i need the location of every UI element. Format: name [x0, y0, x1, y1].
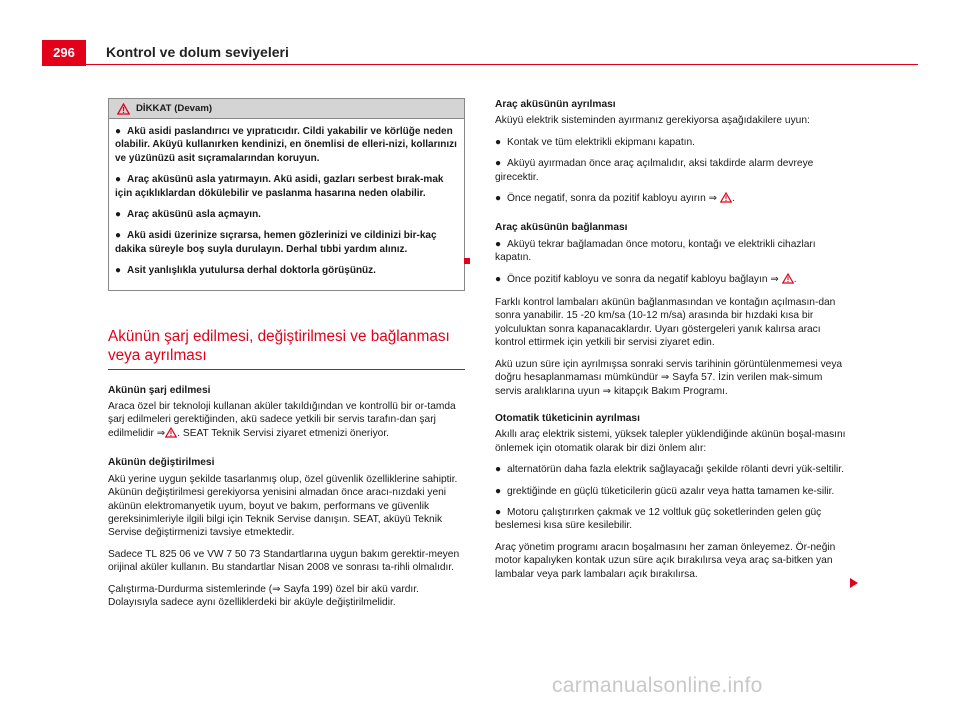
list-item: ● Aküyü tekrar bağlamadan önce motoru, kontağı ve elektrikli cihazları kapatın.	[495, 238, 816, 264]
paragraph-connect-service: Akü uzun süre için ayrılmışsa sonraki servis tarihinin görüntülenmemesi veya doğru hesaplanmaması mümkündür ⇒ Sayfa 57. İzin verilen mak-simum servis aralıklarına uyun ⇒ kitapçık Bakım Programı.	[495, 358, 843, 397]
paragraph-replace: Akü yerine uygun şekilde tasarlanmış olup, özel güvenlik özelliklerine sahiptir. Akünün değiştirilmesi gerekiyorsa yenisini almadan önce aracı-nızdaki yeni akünün elektromanyetik uyum, boyut ve bakım, performans ve güvenlik gereksinimleriyle ilgili bilgi için Teknik Servise danışın. SEAT, aküyü Teknik Servise değiştirmenizi tavsiye etmektedir.	[108, 473, 458, 539]
list-item: ● grektiğinde en güçlü tüketicilerin gücü azalır veya hatta tamamen ke-silir.	[495, 485, 835, 497]
warning-item: ● Akü asidi üzerinize sıçrarsa, hemen gözlerinizi ve cildinizi bir-kaç dakika süreyle boş suyla durulayın. Derhal tıbbi yardım alınız.	[115, 230, 437, 255]
right-column	[495, 98, 850, 589]
list-item: ● Motoru çalıştırırken çakmak ve 12 voltluk güç soketlerinden gelen güç beslemesi kısa süre kesilebilir.	[495, 506, 822, 532]
page-number: 296	[42, 40, 86, 64]
paragraph-connect-lamps: Farklı kontrol lambaları akünün bağlanmasından ve kontağın açılmasın-dan sonra yanabilir. 15 -20 km/sa (10-12 m/sa) arasında bir hızdaki kısa bir yolculuktan sonra kapanacaklardır. Uyarı göstergeleri yanık kalırsa aracı kontrol ettirmek için yetkili bir servisi ziyaret edin.	[495, 297, 836, 349]
warning-item: ● Araç aküsünü asla açmayın.	[115, 209, 261, 221]
bullet-icon: ●	[495, 136, 502, 148]
bullet-icon: ●	[495, 193, 502, 205]
subheading-replace: Akünün değiştirilmesi	[108, 457, 215, 469]
warning-box	[108, 98, 465, 291]
chapter-title: Kontrol ve dolum seviyeleri	[106, 44, 289, 60]
warning-triangle-icon[interactable]	[782, 273, 794, 288]
warning-item: ● Akü asidi paslandırıcı ve yıpratıcıdır. Cildi yakabilir ve körlüğe neden olabilir. Aküyü kullanırken kendinizi, en önemlisi de elleri-nizi, kollarınızı ve yüzünüzü asit sıçramalarından koruyun.	[115, 126, 457, 164]
list-item: ● Aküyü ayırmadan önce araç açılmalıdır, aksi takdirde alarm devreye girecektir.	[495, 158, 814, 183]
subheading-charge: Akünün şarj edilmesi	[108, 384, 211, 396]
bullet-icon: ●	[115, 126, 122, 137]
warning-triangle-icon[interactable]	[165, 427, 177, 442]
bullet-icon: ●	[495, 158, 502, 170]
header-rule-accent	[42, 64, 86, 66]
bullet-icon: ●	[115, 265, 122, 277]
paragraph-auto-intro: Akıllı araç elektrik sistemi, yüksek talepler yüklendiğinde akünün boşal-masını önlemek için otomatik olarak bir dizi önlem alır:	[495, 429, 846, 454]
paragraph-charge: Araca özel bir teknoloji kullanan aküler takıldığından ve kontrollü bir or-tamda şarj edilmeleri gerektiğinden, akü sadece yetkili bir servis tarafın-dan şarj edilmelidir ⇒ . SEAT Teknik Servisi ziyaret etmenizi öneriyor.	[108, 400, 465, 442]
warning-box-header	[109, 99, 464, 119]
bullet-icon: ●	[115, 230, 122, 242]
section-end-icon	[464, 258, 470, 264]
list-item: ● Kontak ve tüm elektrikli ekipmanı kapatın.	[495, 136, 695, 148]
bullet-icon: ●	[115, 209, 122, 221]
watermark: carmanualsonline.info	[552, 674, 763, 697]
list-item: ● alternatörün daha fazla elektrik sağlayacağı şekilde rölanti devri yük-seltilir.	[495, 464, 844, 476]
list-item: ● Önce pozitif kabloyu ve sonra da negatif kabloyu bağlayın ⇒ .	[495, 273, 850, 288]
paragraph-auto-note: Araç yönetim programı aracın boşalmasını her zaman önleyemez. Ör-neğin motor kapalıyken kontak uzun süre açık bırakılırsa veya araç sa-bitken yan lambalar veya park lambaları açık bırakılırsa.	[495, 541, 836, 580]
header-rule	[42, 64, 918, 65]
bullet-icon: ●	[495, 464, 502, 476]
bullet-icon: ●	[115, 174, 122, 186]
warning-triangle-icon[interactable]	[720, 192, 732, 207]
list-item: ● Önce negatif, sonra da pozitif kabloyu ayırın ⇒ .	[495, 192, 850, 207]
warning-item: ● Araç aküsünü asla yatırmayın. Akü asidi, gazları serbest bırak-mak için açıklıklardan dökülebilir ve paslanma hasarına neden olabilir.	[115, 174, 444, 199]
left-column	[108, 98, 465, 617]
warning-box-body	[109, 119, 464, 290]
warning-box-title: DİKKAT (Devam)	[136, 102, 213, 114]
subheading-connect: Araç aküsünün bağlanması	[495, 222, 628, 234]
bullet-icon: ●	[495, 485, 502, 497]
paragraph-disconnect-intro: Aküyü elektrik sisteminden ayırmanız gerekiyorsa aşağıdakilere uyun:	[495, 115, 810, 127]
bullet-icon: ●	[495, 238, 502, 250]
subheading-disconnect: Araç aküsünün ayrılması	[495, 99, 616, 110]
warning-item: ● Asit yanlışlıkla yutulursa derhal doktorla görüşünüz.	[115, 265, 376, 277]
continue-arrow-icon	[850, 578, 858, 588]
paragraph-standards: Sadece TL 825 06 ve VW 7 50 73 Standartlarına uygun bakım gerektir-meyen orijinal aküler kullanın. Bu standartlar Nisan 2008 ve sonrası ta-rihli olmalıdır.	[108, 548, 460, 574]
section-title: Akünün şarj edilmesi, değiştirilmesi ve bağlanması veya ayrılması	[108, 327, 465, 370]
paragraph-start-stop: Çalıştırma-Durdurma sistemlerinde (⇒ Sayfa 199) özel bir akü vardır. Dolayısıyla sadece aynı özelliklerdeki bir aküyle değiştirilmelidir.	[108, 583, 419, 608]
bullet-icon: ●	[495, 506, 502, 518]
bullet-icon: ●	[495, 273, 502, 285]
subheading-auto-disconnect: Otomatik tüketicinin ayrılması	[495, 412, 640, 424]
warning-triangle-icon	[117, 103, 130, 115]
